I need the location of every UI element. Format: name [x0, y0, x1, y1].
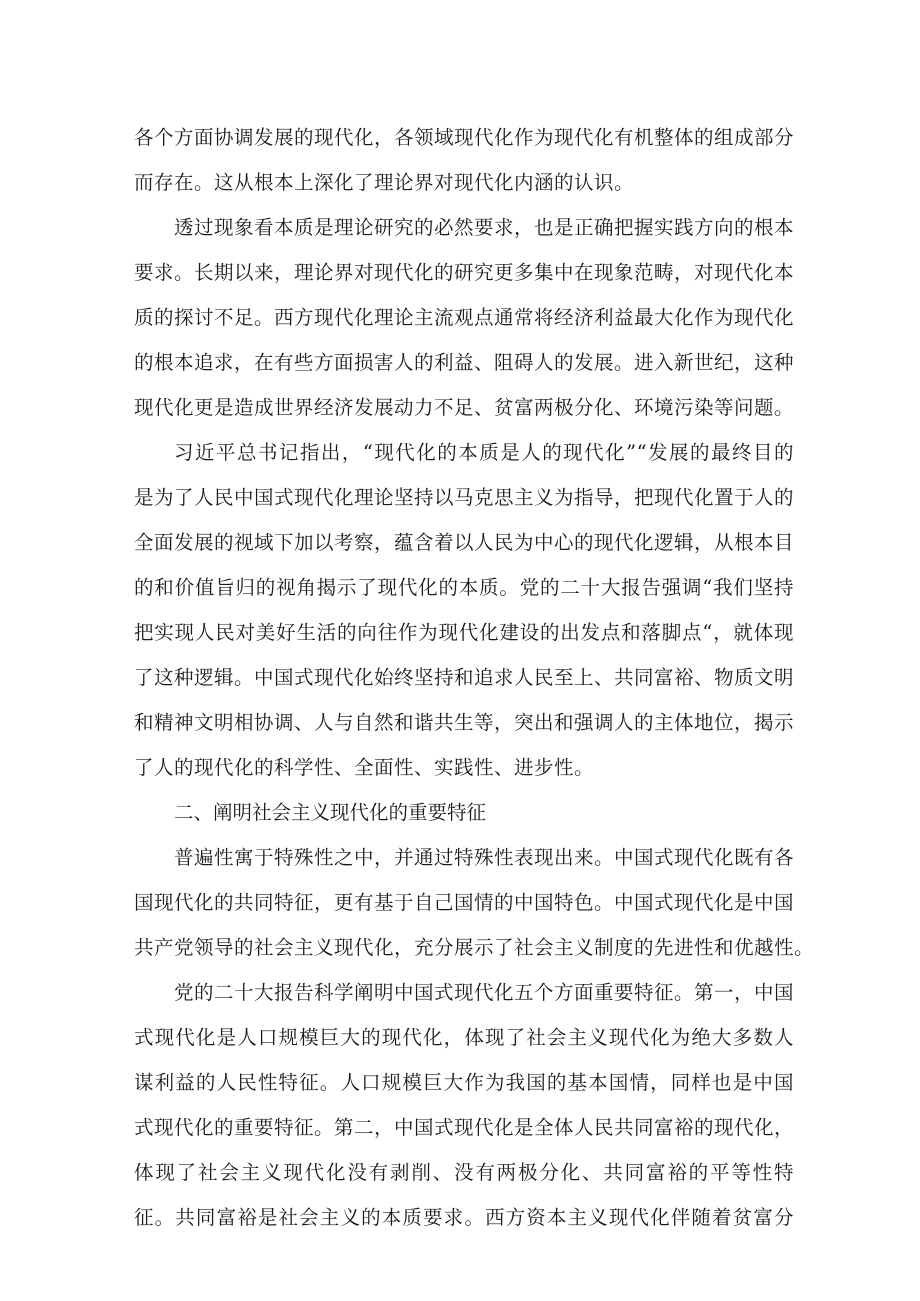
- body-text-line: 全面发展的视域下加以考察，蕴含着以人民为中心的现代化逻辑，从根本目: [134, 531, 795, 554]
- body-text-line: 式现代化的重要特征。第二，中国式现代化是全体人民共同富裕的现代化，: [134, 1116, 795, 1139]
- paragraph-first-line: 习近平总书记指出，“现代化的本质是人的现代化”“发展的最终目的: [174, 441, 794, 464]
- body-text-line: 质的探讨不足。西方现代化理论主流观点通常将经济利益最大化作为现代化: [134, 306, 795, 329]
- body-text-line: 征。共同富裕是社会主义的本质要求。西方资本主义现代化伴随着贫富分: [134, 1206, 794, 1229]
- body-text-line: 和精神文明相协调、人与自然和谐共生等，突出和强调人的主体地位，揭示: [134, 711, 795, 734]
- body-text-line: 的和价值旨归的视角揭示了现代化的本质。党的二十大报告强调“我们坚持: [134, 576, 794, 599]
- section-heading: 二、阐明社会主义现代化的重要特征: [174, 801, 487, 824]
- body-text-line: 共产党领导的社会主义现代化，充分展示了社会主义制度的先进性和优越性。: [134, 936, 815, 959]
- body-text-line: 现代化更是造成世界经济发展动力不足、贫富两极分化、环境污染等问题。: [134, 396, 795, 419]
- body-text-line: 体现了社会主义现代化没有剥削、没有两极分化、共同富裕的平等性特: [134, 1161, 794, 1184]
- paragraph-first-line: 普遍性寓于特殊性之中，并通过特殊性表现出来。中国式现代化既有各: [174, 846, 795, 869]
- paragraph-first-line: 透过现象看本质是理论研究的必然要求，也是正确把握实践方向的根本: [174, 216, 795, 239]
- body-text-line: 了这种逻辑。中国式现代化始终坚持和追求人民至上、共同富裕、物质文明: [134, 666, 795, 689]
- body-text-line: 是为了人民中国式现代化理论坚持以马克思主义为指导，把现代化置于人的: [134, 486, 795, 509]
- body-text-line: 式现代化是人口规模巨大的现代化，体现了社会主义现代化为绝大多数人: [134, 1026, 794, 1049]
- body-text-line: 的根本追求，在有些方面损害人的利益、阻碍人的发展。进入新世纪，这种: [134, 351, 795, 374]
- body-text-line: 而存在。这从根本上深化了理论界对现代化内涵的认识。: [134, 171, 635, 194]
- body-text-line: 国现代化的共同特征，更有基于自己国情的中国特色。中国式现代化是中国: [134, 891, 795, 914]
- body-text-line: 各个方面协调发展的现代化，各领域现代化作为现代化有机整体的组成部分: [134, 126, 795, 149]
- paragraph-first-line: 党的二十大报告科学阐明中国式现代化五个方面重要特征。第一，中国: [174, 981, 795, 1004]
- body-text-line: 谋利益的人民性特征。人口规模巨大作为我国的基本国情，同样也是中国: [134, 1071, 794, 1094]
- body-text-line: 要求。长期以来，理论界对现代化的研究更多集中在现象范畴，对现代化本: [134, 261, 795, 284]
- body-text-line: 把实现人民对美好生活的向往作为现代化建设的出发点和落脚点“，就体现: [134, 621, 794, 644]
- body-text-line: 了人的现代化的科学性、全面性、实践性、进步性。: [134, 756, 595, 779]
